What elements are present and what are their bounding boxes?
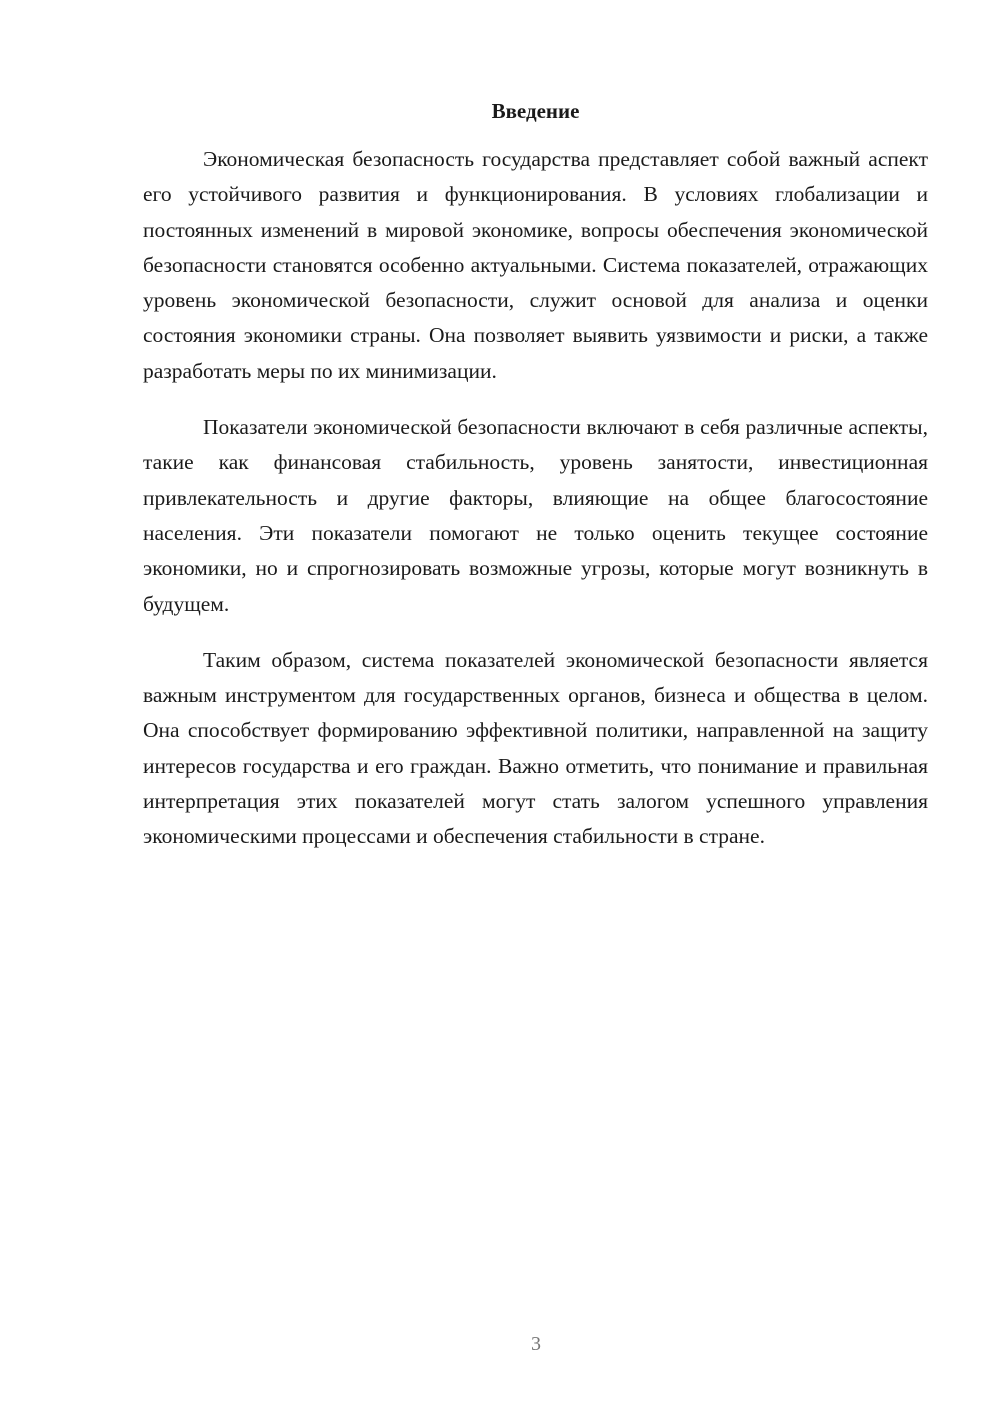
- page-number: 3: [531, 1333, 541, 1355]
- paragraph-1: Экономическая безопасность государства представляет собой важный аспект его устойчивого развития и функционирования. В условиях глобализации и постоянных изменений в мировой экономике, вопросы обеспечения экономической безопасности становятся особенно актуальными. Система показателей, отражающих уровень экономической безопасности, служит основой для анализа и оценки состояния экономики страны. Она позволяет выявить уязвимости и риски, а также разработать меры по их минимизации.: [143, 147, 928, 383]
- paragraph-3: Таким образом, система показателей экономической безопасности является важным инструментом для государственных органов, бизнеса и общества в целом. Она способствует формированию эффективной политики, направленной на защиту интересов государства и его граждан. Важно отметить, что понимание и правильная интерпретация этих показателей могут стать залогом успешного управления экономическими процессами и обеспечения стабильности в стране.: [143, 647, 928, 849]
- section-heading: Введение: [491, 99, 580, 123]
- document-body: [143, 96, 928, 855]
- paragraph-2: Показатели экономической безопасности включают в себя различные аспекты, такие как финансовая стабильность, уровень занятости, инвестиционная привлекательность и другие факторы, влияющие на общее благосостояние населения. Эти показатели помогают не только оценить текущее состояние экономики, но и спрогнозировать возможные угрозы, которые могут возникнуть в будущем.: [143, 415, 928, 616]
